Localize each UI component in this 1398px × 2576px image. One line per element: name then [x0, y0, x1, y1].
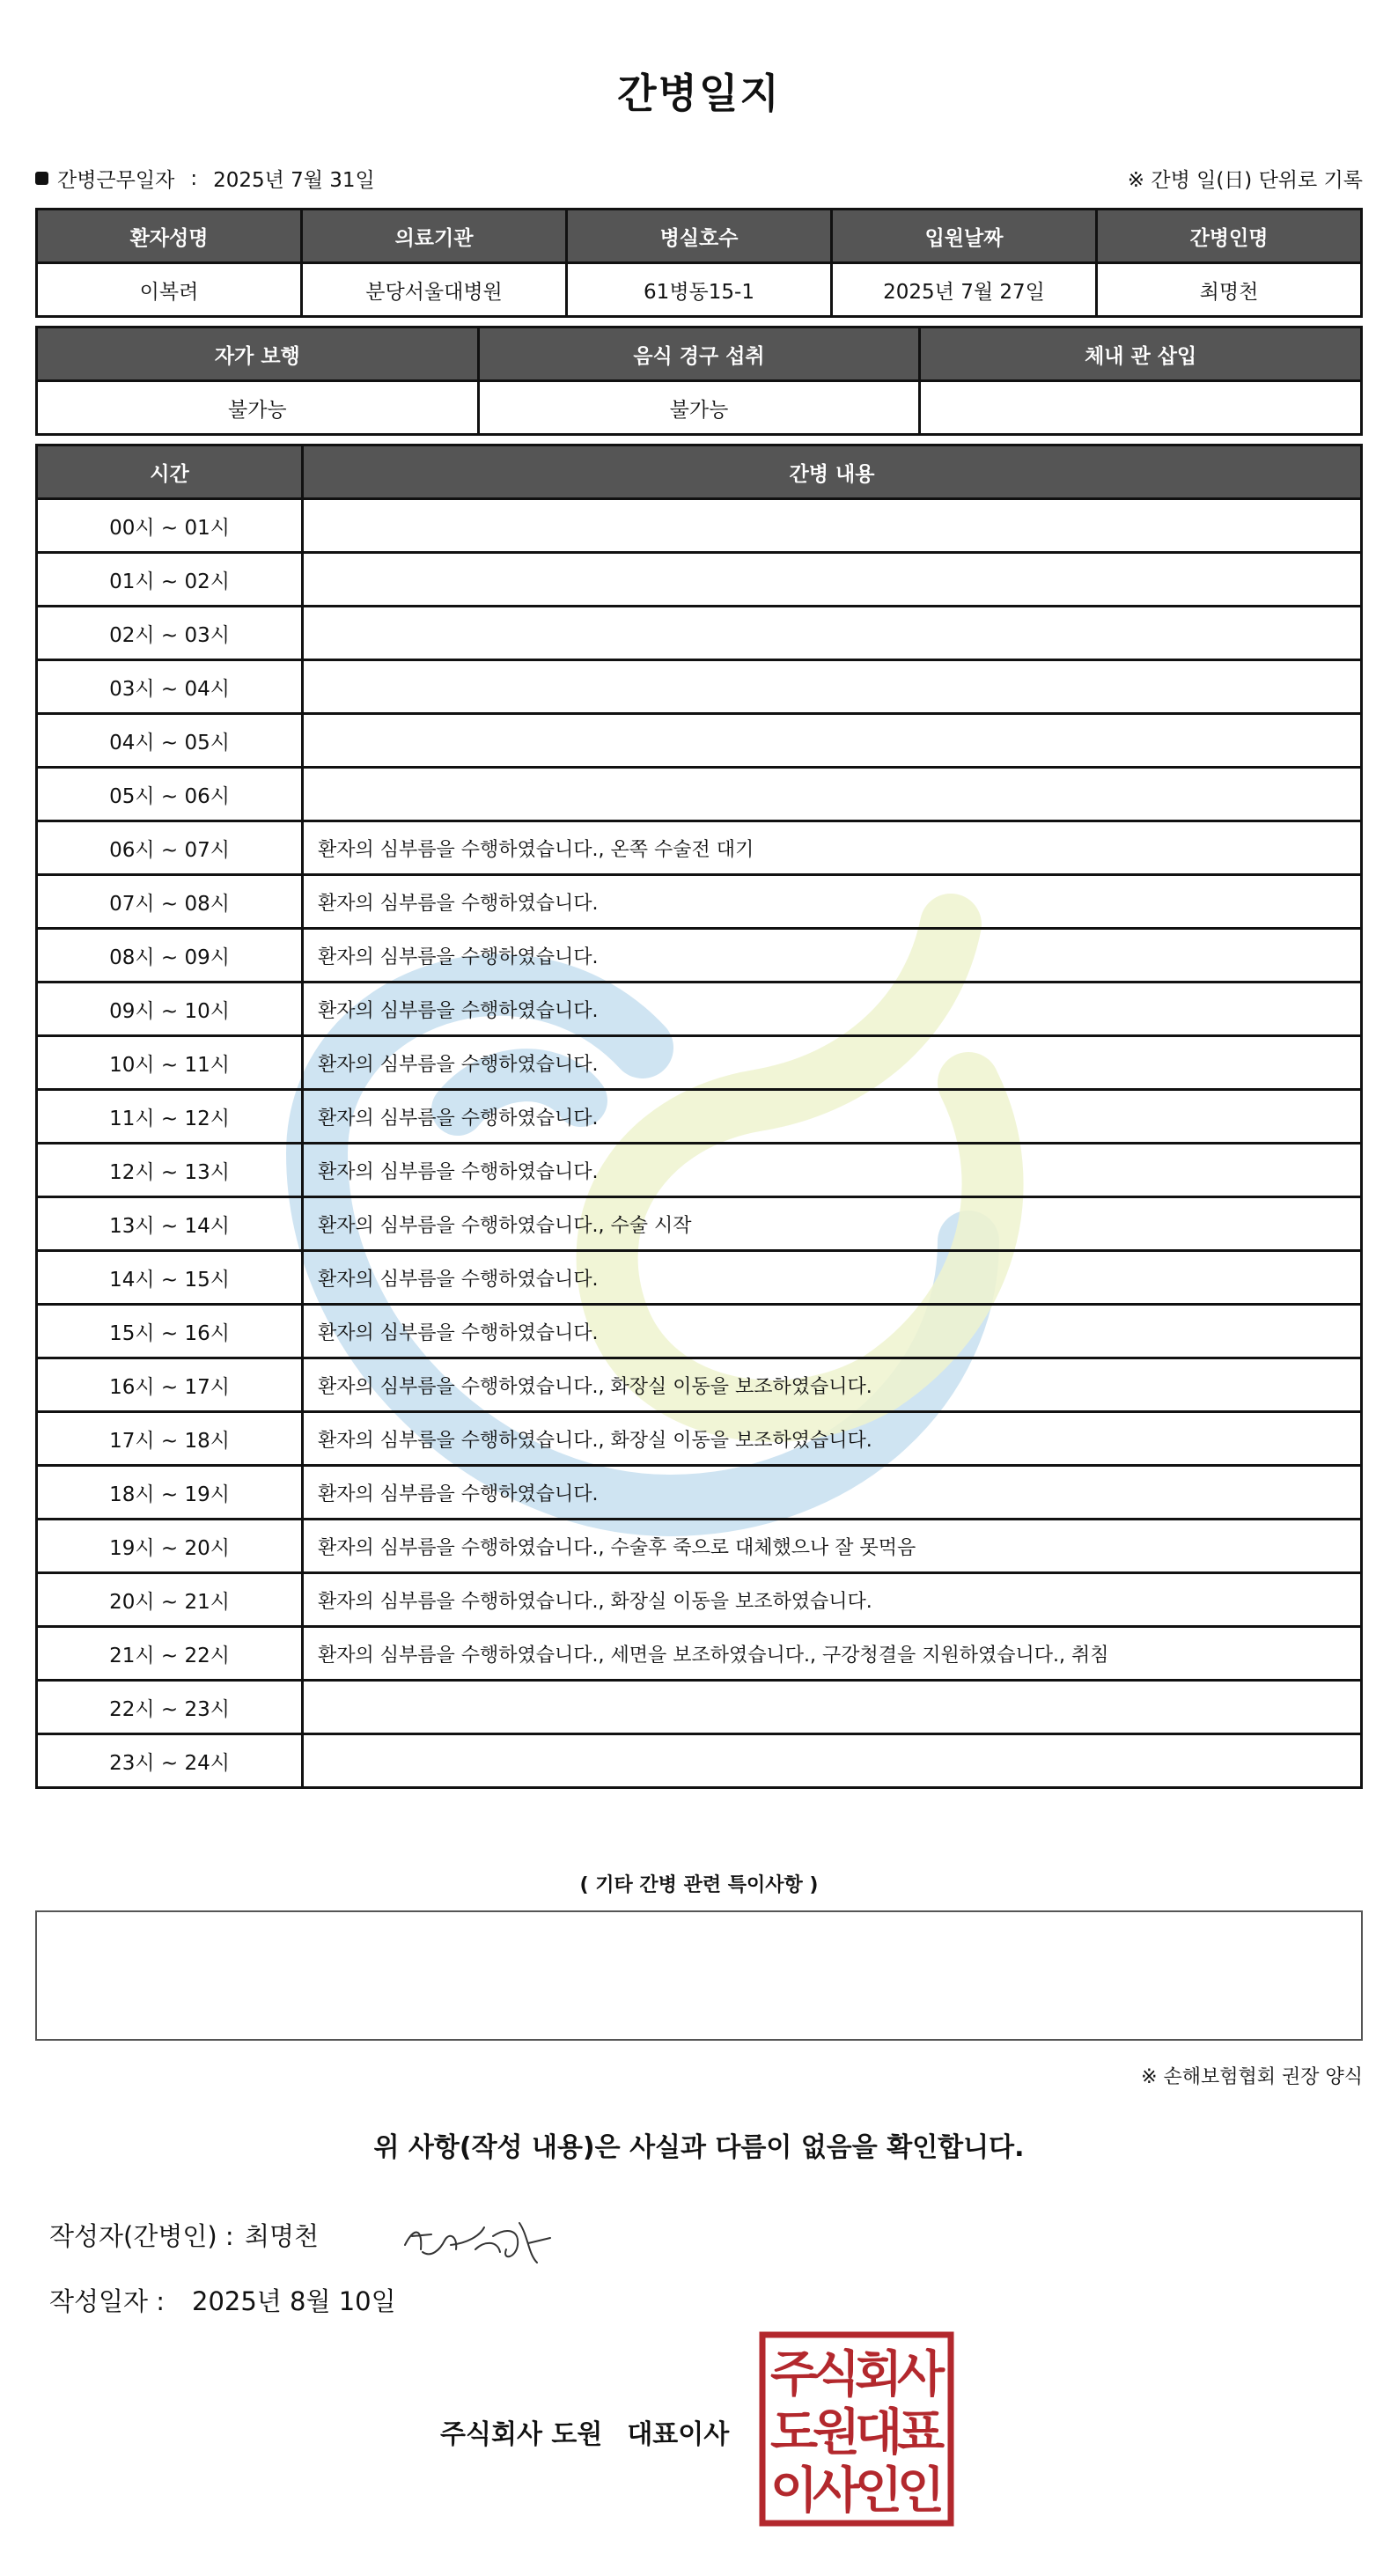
patient-info-value-row	[37, 263, 1362, 317]
table-row	[37, 929, 1362, 983]
time-cell: 19시 ~ 20시	[37, 1520, 303, 1573]
care-content-cell: 환자의 심부름을 수행하였습니다., 수술 시작	[303, 1197, 1362, 1251]
care-content-cell	[303, 607, 1362, 660]
table-row	[37, 1197, 1362, 1251]
care-content-cell: 환자의 심부름을 수행하였습니다.	[303, 875, 1362, 929]
time-cell: 11시 ~ 12시	[37, 1090, 303, 1144]
time-cell: 10시 ~ 11시	[37, 1036, 303, 1090]
company-seal-icon	[759, 2331, 954, 2527]
care-content-cell: 환자의 심부름을 수행하였습니다.	[303, 1144, 1362, 1197]
care-log-table	[35, 444, 1363, 1789]
room-cell: 61병동15-1	[567, 263, 832, 317]
notes-title: ( 기타 간병 관련 특이사항 )	[579, 1874, 819, 1896]
care-content-cell: 환자의 심부름을 수행하였습니다., 화장실 이동을 보조하였습니다.	[303, 1573, 1362, 1627]
table-row	[37, 1036, 1362, 1090]
svg-text:표: 표	[896, 2404, 945, 2462]
writer-row	[49, 2217, 319, 2253]
tube-insertion-header: 체내 관 삽입	[920, 328, 1362, 381]
care-log-body	[37, 499, 1362, 1788]
time-cell: 17시 ~ 18시	[37, 1412, 303, 1466]
patient-name-cell: 이복려	[37, 263, 302, 317]
table-row	[37, 768, 1362, 821]
time-cell: 14시 ~ 15시	[37, 1251, 303, 1305]
care-content-cell: 환자의 심부름을 수행하였습니다.	[303, 983, 1362, 1036]
time-cell: 18시 ~ 19시	[37, 1466, 303, 1520]
table-row	[37, 821, 1362, 875]
writer-label: 작성자(간병인) :	[49, 2221, 234, 2251]
patient-status-header-row	[37, 328, 1362, 381]
care-content-cell: 환자의 심부름을 수행하였습니다., 화장실 이동을 보조하였습니다.	[303, 1358, 1362, 1412]
hospital-header: 의료기관	[302, 210, 567, 263]
tube-insertion-cell	[920, 381, 1362, 435]
caregiver-name-cell: 최명천	[1097, 263, 1362, 317]
svg-text:이: 이	[769, 2462, 819, 2520]
signature-icon	[396, 2210, 563, 2271]
svg-text:회: 회	[854, 2346, 903, 2403]
care-content-cell: 환자의 심부름을 수행하였습니다., 수술후 죽으로 대체했으나 잘 못먹음	[303, 1520, 1362, 1573]
care-content-cell	[303, 499, 1362, 553]
table-row	[37, 1090, 1362, 1144]
svg-text:대: 대	[854, 2404, 903, 2462]
care-content-cell	[303, 553, 1362, 607]
care-content-cell: 환자의 심부름을 수행하였습니다., 화장실 이동을 보조하였습니다.	[303, 1412, 1362, 1466]
time-cell: 03시 ~ 04시	[37, 660, 303, 714]
table-row	[37, 1305, 1362, 1358]
time-cell: 09시 ~ 10시	[37, 983, 303, 1036]
company-name: 주식회사 도원	[440, 2419, 603, 2450]
table-row	[37, 1520, 1362, 1573]
writing-date-value: 2025년 8월 10일	[192, 2286, 396, 2316]
table-row	[37, 1466, 1362, 1520]
table-row	[37, 1358, 1362, 1412]
time-cell: 23시 ~ 24시	[37, 1734, 303, 1788]
hospital-cell: 분당서울대병원	[302, 263, 567, 317]
time-cell: 07시 ~ 08시	[37, 875, 303, 929]
table-row	[37, 660, 1362, 714]
table-row	[37, 875, 1362, 929]
company-line	[440, 2412, 729, 2451]
svg-text:원: 원	[812, 2404, 861, 2462]
work-date-separator: :	[190, 166, 198, 190]
table-row	[37, 1627, 1362, 1681]
admission-date-cell: 2025년 7월 27일	[832, 263, 1097, 317]
care-content-cell	[303, 1734, 1362, 1788]
representative-title: 대표이사	[627, 2419, 730, 2450]
care-content-header: 간병 내용	[303, 445, 1362, 499]
writing-date-row	[49, 2282, 396, 2318]
svg-text:도: 도	[769, 2404, 819, 2462]
square-bullet-icon	[35, 172, 48, 185]
table-row	[37, 1412, 1362, 1466]
work-date-value: 2025년 7월 31일	[213, 169, 375, 192]
care-content-cell	[303, 768, 1362, 821]
work-date-label: 간병근무일자	[57, 169, 175, 192]
svg-text:주: 주	[769, 2346, 819, 2403]
time-cell: 01시 ~ 02시	[37, 553, 303, 607]
time-header: 시간	[37, 445, 303, 499]
svg-text:인: 인	[896, 2462, 945, 2520]
patient-info-table	[35, 208, 1363, 318]
work-date	[35, 164, 375, 193]
care-content-cell: 환자의 심부름을 수행하였습니다., 세면을 보조하였습니다., 구강청결을 지원하였습니다., 취침	[303, 1627, 1362, 1681]
care-content-cell: 환자의 심부름을 수행하였습니다.	[303, 1305, 1362, 1358]
patient-info-header-row	[37, 210, 1362, 263]
recommend-note: ※ 손해보험협회 권장 양식	[1141, 2066, 1363, 2088]
care-content-cell: 환자의 심부름을 수행하였습니다.	[303, 1090, 1362, 1144]
table-row	[37, 714, 1362, 768]
care-content-cell: 환자의 심부름을 수행하였습니다., 온쪽 수술전 대기	[303, 821, 1362, 875]
time-cell: 06시 ~ 07시	[37, 821, 303, 875]
time-cell: 22시 ~ 23시	[37, 1681, 303, 1734]
table-row	[37, 553, 1362, 607]
writing-date-label: 작성일자 :	[49, 2286, 166, 2316]
time-cell: 15시 ~ 16시	[37, 1305, 303, 1358]
care-content-cell	[303, 1681, 1362, 1734]
time-cell: 20시 ~ 21시	[37, 1573, 303, 1627]
patient-name-header: 환자성명	[37, 210, 302, 263]
care-content-cell: 환자의 심부름을 수행하였습니다.	[303, 1466, 1362, 1520]
care-log-header-row	[37, 445, 1362, 499]
walking-cell: 불가능	[37, 381, 479, 435]
time-cell: 08시 ~ 09시	[37, 929, 303, 983]
time-cell: 21시 ~ 22시	[37, 1627, 303, 1681]
patient-status-value-row	[37, 381, 1362, 435]
time-cell: 16시 ~ 17시	[37, 1358, 303, 1412]
patient-status-table	[35, 326, 1363, 436]
care-content-cell: 환자의 심부름을 수행하였습니다.	[303, 1251, 1362, 1305]
table-row	[37, 983, 1362, 1036]
table-row	[37, 607, 1362, 660]
writer-name: 최명천	[245, 2221, 320, 2251]
caregiver-name-header: 간병인명	[1097, 210, 1362, 263]
time-cell: 12시 ~ 13시	[37, 1144, 303, 1197]
time-cell: 05시 ~ 06시	[37, 768, 303, 821]
table-row	[37, 1573, 1362, 1627]
admission-date-header: 입원날짜	[832, 210, 1097, 263]
oral-intake-header: 음식 경구 섭취	[478, 328, 920, 381]
time-cell: 04시 ~ 05시	[37, 714, 303, 768]
care-content-cell: 환자의 심부름을 수행하였습니다.	[303, 929, 1362, 983]
time-cell: 02시 ~ 03시	[37, 607, 303, 660]
unit-note: ※ 간병 일(日) 단위로 기록	[1127, 169, 1363, 192]
table-row	[37, 1734, 1362, 1788]
table-row	[37, 1251, 1362, 1305]
work-date-row	[35, 164, 1363, 195]
care-content-cell	[303, 660, 1362, 714]
notes-box	[35, 1910, 1363, 2041]
svg-text:인: 인	[854, 2462, 903, 2520]
svg-text:식: 식	[812, 2346, 861, 2403]
time-cell: 00시 ~ 01시	[37, 499, 303, 553]
table-row	[37, 499, 1362, 553]
confirmation-statement: 위 사항(작성 내용)은 사실과 다름이 없음을 확인합니다.	[373, 2132, 1025, 2163]
table-row	[37, 1681, 1362, 1734]
oral-intake-cell: 불가능	[478, 381, 920, 435]
care-content-cell: 환자의 심부름을 수행하였습니다.	[303, 1036, 1362, 1090]
table-row	[37, 1144, 1362, 1197]
walking-header: 자가 보행	[37, 328, 479, 381]
care-content-cell	[303, 714, 1362, 768]
svg-text:사: 사	[812, 2462, 861, 2520]
svg-text:사: 사	[896, 2346, 945, 2403]
time-cell: 13시 ~ 14시	[37, 1197, 303, 1251]
document-title: 간병일지	[617, 70, 781, 117]
room-header: 병실호수	[567, 210, 832, 263]
